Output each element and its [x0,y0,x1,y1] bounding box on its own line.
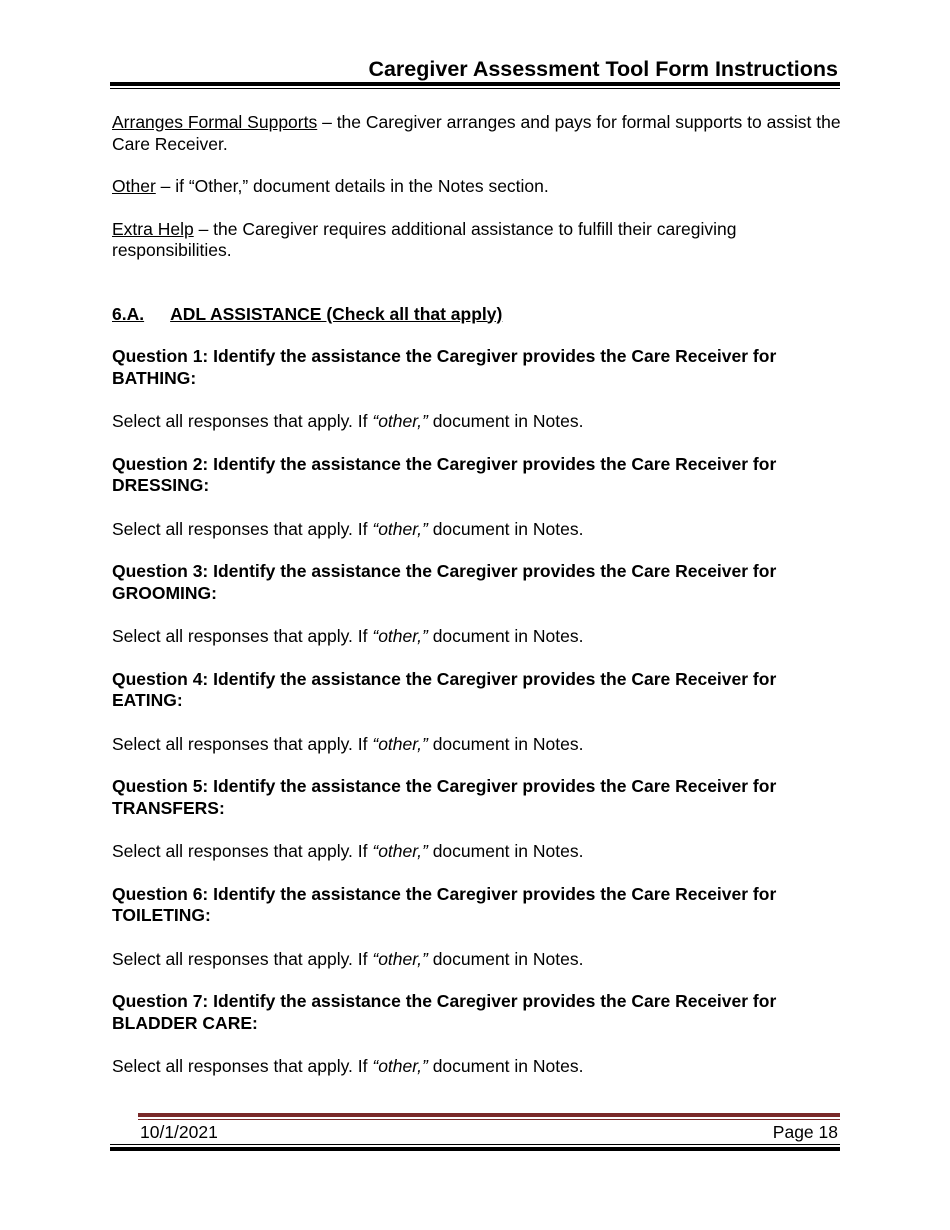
instruction-line: Select all responses that apply. If “other,” document in Notes. [112,1056,584,1076]
page-footer [140,1122,838,1143]
footer-date: 10/1/2021 [140,1122,218,1142]
question-6: Question 6: Identify the assistance the Caregiver provides the Care Receiver for TOILETING: [112,883,777,925]
footer-rule-thin [110,1144,840,1145]
instruction-line: Select all responses that apply. If “other,” document in Notes. [112,518,584,539]
definition-term: Arranges Formal Supports [112,112,318,132]
definition-text: – the Caregiver arranges and pays for formal supports to assist the Care Receiver. [112,112,841,154]
document-body [112,112,842,1099]
instruction-line: Select all responses that apply. If “other,” document in Notes. [112,733,584,754]
header-rule-thick [110,82,840,86]
section-heading [112,304,842,326]
question-5: Question 5: Identify the assistance the Caregiver provides the Care Receiver for TRANSFERS: [112,776,777,818]
header-rule-thin [110,88,840,89]
instruction-line: Select all responses that apply. If “other,” document in Notes. [112,948,584,969]
instruction-line: Select all responses that apply. If “other,” document in Notes. [112,841,584,861]
question-7: Question 7: Identify the assistance the Caregiver provides the Care Receiver for BLADDER CARE: [112,991,777,1033]
question-3: Question 3: Identify the assistance the Caregiver provides the Care Receiver for GROOMING: [112,561,777,603]
footer-rule-thick [110,1147,840,1151]
definition-term: Other [112,176,156,196]
footer-page-number: Page 18 [772,1122,838,1142]
page-header-title: Caregiver Assessment Tool Form Instructions [368,57,838,81]
instruction-line: Select all responses that apply. If “other,” document in Notes. [112,411,584,431]
definition-other [112,176,842,198]
definition-text: – the Caregiver requires additional assistance to fulfill their caregiving responsibilities. [112,218,737,260]
footer-rule-accent [138,1113,840,1117]
definition-arranges-formal-supports [112,112,842,155]
definition-extra-help [112,219,842,262]
definition-term: Extra Help [112,218,194,239]
question-1: Question 1: Identify the assistance the Caregiver provides the Care Receiver for BATHING: [112,346,777,388]
section-number: 6.A. [112,303,145,324]
section-title: ADL ASSISTANCE (Check all that apply) [170,303,503,324]
question-2: Question 2: Identify the assistance the Caregiver provides the Care Receiver for DRESSING: [112,453,777,495]
footer-rule-accent-thin [138,1119,840,1120]
question-4: Question 4: Identify the assistance the Caregiver provides the Care Receiver for EATING: [112,668,777,710]
instruction-line: Select all responses that apply. If “other,” document in Notes. [112,626,584,646]
definition-text: – if “Other,” document details in the Notes section. [155,176,549,196]
